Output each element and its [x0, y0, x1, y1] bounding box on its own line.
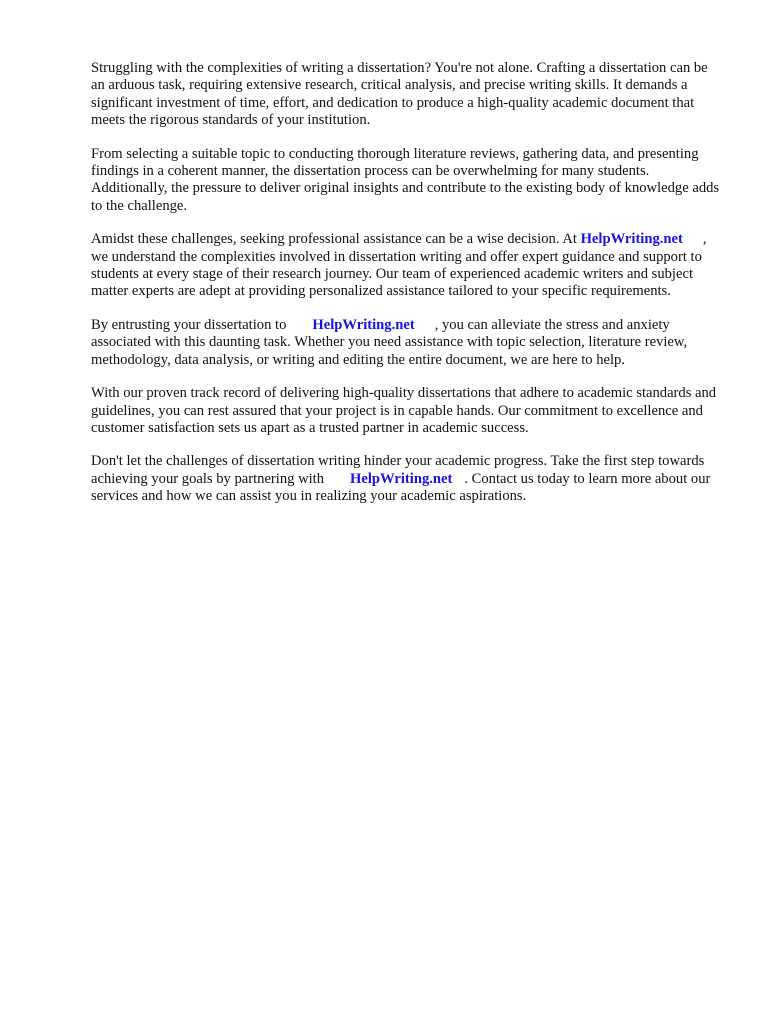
paragraph-entrusting-text-after: , you can alleviate the stress and anxiety associated with this daunting task. Whether you need assistance with topic selection, literature review, methodology, data analysis, or writing and editing the entire document, we are here to help. — [91, 316, 688, 368]
paragraph-call-to-action-text-before: Don't let the challenges of dissertation writing hinder your academic progress. Take the first step towards achieving your goals by partnering with — [91, 453, 705, 487]
paragraph-process — [91, 146, 721, 216]
paragraph-track-record — [91, 385, 721, 437]
paragraph-call-to-action — [91, 453, 721, 505]
paragraph-process-text: From selecting a suitable topic to conducting thorough literature reviews, gathering data, and presenting findings in a coherent manner, the dissertation process can be overwhelming for many students. Additionally, the pressure to deliver original insights and contribute to the existing body of knowledge adds to the challenge. — [91, 145, 720, 214]
document-body — [91, 60, 721, 522]
paragraph-entrusting — [91, 317, 721, 369]
paragraph-assistance-text-before: Amidst these challenges, seeking professional assistance can be a wise decision. At — [91, 231, 577, 248]
paragraph-assistance-text-after: , we understand the complexities involved in dissertation writing and offer expert guidance and support to students at every stage of their research journey. Our team of experienced academic writers and subject matter experts are adept at providing personalized assistance tailored to your specific requirements. — [91, 231, 707, 300]
helpwriting-link-2[interactable]: HelpWriting.net — [312, 316, 415, 333]
paragraph-intro-text: Struggling with the complexities of writing a dissertation? You're not alone. Crafting a dissertation can be an arduous task, requiring extensive research, critical analysis, and precise writing skills. It demands a significant investment of time, effort, and dedication to produce a high-quality academic document that meets the rigorous standards of your institution. — [91, 60, 708, 129]
helpwriting-link-3[interactable]: HelpWriting.net — [350, 470, 453, 487]
helpwriting-link-1[interactable]: HelpWriting.net — [580, 231, 683, 248]
paragraph-call-to-action-text-after: . Contact us today to learn more about our services and how we can assist you in realizing your academic aspirations. — [91, 470, 711, 505]
paragraph-assistance — [91, 231, 721, 301]
paragraph-track-record-text: With our proven track record of delivering high-quality dissertations that adhere to academic standards and guidelines, you can rest assured that your project is in capable hands. Our commitment to excellence and customer satisfaction sets us apart as a trusted partner in academic success. — [91, 385, 717, 436]
paragraph-intro — [91, 60, 721, 130]
paragraph-entrusting-text-before: By entrusting your dissertation to — [91, 316, 287, 333]
